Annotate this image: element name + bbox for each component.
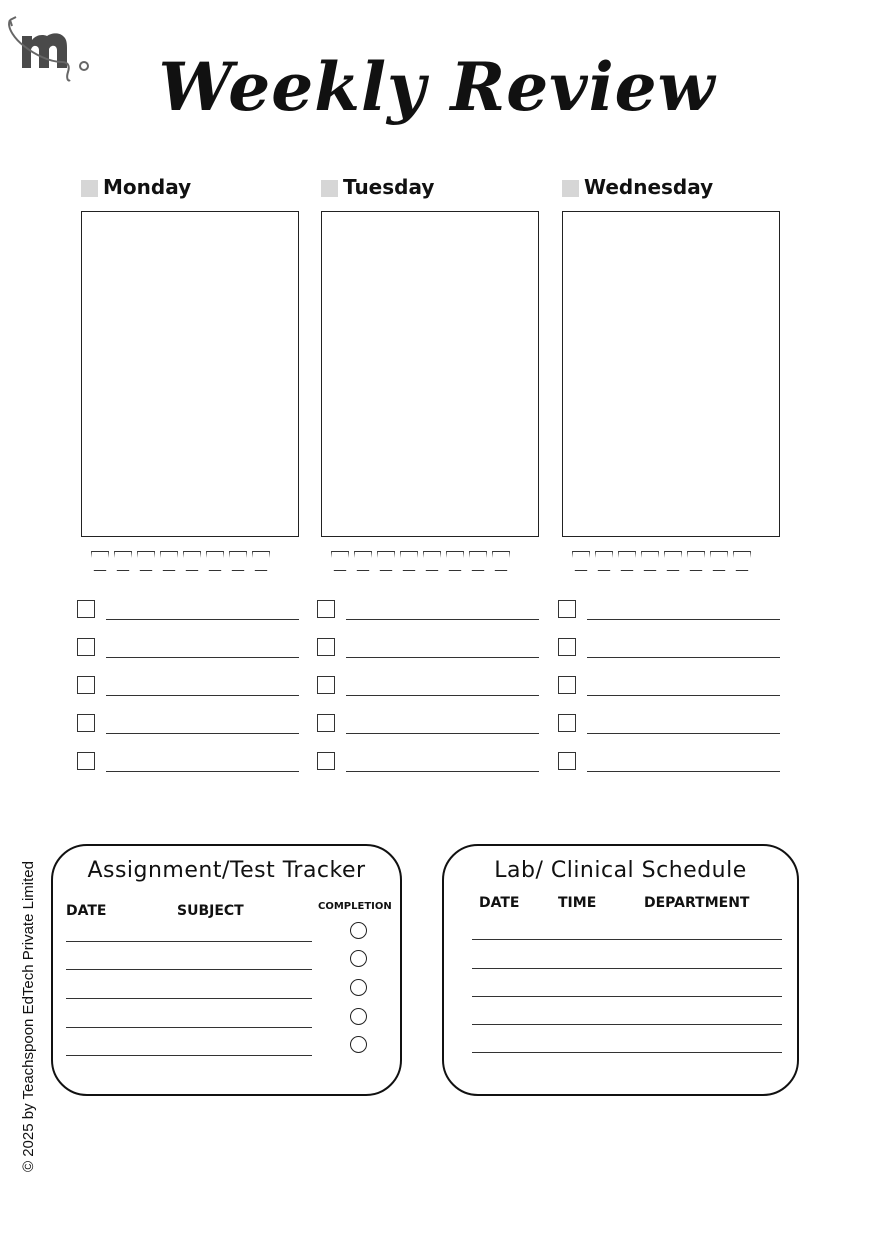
task-line[interactable] bbox=[346, 619, 539, 620]
task-item bbox=[558, 676, 780, 698]
task-line[interactable] bbox=[106, 733, 299, 734]
task-item bbox=[77, 638, 299, 660]
water-cup-icon[interactable] bbox=[572, 551, 590, 571]
water-cup-icon[interactable] bbox=[446, 551, 464, 571]
task-checkbox[interactable] bbox=[77, 600, 95, 618]
water-cup-icon[interactable] bbox=[91, 551, 109, 571]
task-line[interactable] bbox=[587, 657, 780, 658]
header-date: DATE bbox=[66, 903, 107, 919]
tracker-row-line[interactable] bbox=[66, 998, 312, 999]
water-tracker bbox=[331, 551, 510, 571]
task-checkbox[interactable] bbox=[558, 676, 576, 694]
task-line[interactable] bbox=[346, 657, 539, 658]
task-item bbox=[317, 676, 539, 698]
water-cup-icon[interactable] bbox=[423, 551, 441, 571]
schedule-row-line[interactable] bbox=[472, 996, 782, 997]
water-cup-icon[interactable] bbox=[400, 551, 418, 571]
tracker-title: Assignment/Test Tracker bbox=[87, 858, 366, 883]
task-checkbox[interactable] bbox=[317, 752, 335, 770]
task-item bbox=[317, 638, 539, 660]
task-item bbox=[317, 600, 539, 622]
tracker-row-line[interactable] bbox=[66, 969, 312, 970]
tracker-row-line[interactable] bbox=[66, 1055, 312, 1056]
task-checkbox[interactable] bbox=[77, 676, 95, 694]
water-cup-icon[interactable] bbox=[618, 551, 636, 571]
task-checkbox[interactable] bbox=[77, 714, 95, 732]
water-cup-icon[interactable] bbox=[252, 551, 270, 571]
water-cup-icon[interactable] bbox=[183, 551, 201, 571]
water-cup-icon[interactable] bbox=[160, 551, 178, 571]
water-tracker bbox=[572, 551, 751, 571]
day-checkbox[interactable] bbox=[562, 180, 579, 197]
day-notes-box[interactable] bbox=[562, 211, 780, 537]
task-line[interactable] bbox=[587, 695, 780, 696]
task-item bbox=[558, 752, 780, 774]
water-cup-icon[interactable] bbox=[595, 551, 613, 571]
task-checkbox[interactable] bbox=[317, 600, 335, 618]
completion-circle[interactable] bbox=[350, 922, 367, 939]
copyright-notice: © 2025 by Teachspoon EdTech Private Limited bbox=[20, 861, 37, 1172]
task-checkbox[interactable] bbox=[77, 752, 95, 770]
tracker-row-line[interactable] bbox=[66, 941, 312, 942]
header-time: TIME bbox=[558, 895, 597, 911]
task-line[interactable] bbox=[346, 771, 539, 772]
tracker-row-line[interactable] bbox=[66, 1027, 312, 1028]
water-cup-icon[interactable] bbox=[664, 551, 682, 571]
day-name: Wednesday bbox=[584, 175, 714, 199]
schedule-title: Lab/ Clinical Schedule bbox=[494, 858, 747, 883]
water-cup-icon[interactable] bbox=[331, 551, 349, 571]
task-line[interactable] bbox=[106, 657, 299, 658]
water-cup-icon[interactable] bbox=[710, 551, 728, 571]
day-checkbox[interactable] bbox=[321, 180, 338, 197]
water-cup-icon[interactable] bbox=[641, 551, 659, 571]
task-checkbox[interactable] bbox=[558, 714, 576, 732]
day-name: Monday bbox=[103, 175, 192, 199]
water-cup-icon[interactable] bbox=[469, 551, 487, 571]
task-item bbox=[77, 676, 299, 698]
task-checkbox[interactable] bbox=[317, 714, 335, 732]
task-checkbox[interactable] bbox=[558, 638, 576, 656]
schedule-row-line[interactable] bbox=[472, 1052, 782, 1053]
task-line[interactable] bbox=[587, 619, 780, 620]
task-checkbox[interactable] bbox=[558, 752, 576, 770]
header-department: DEPARTMENT bbox=[644, 895, 750, 911]
completion-circle[interactable] bbox=[350, 979, 367, 996]
water-cup-icon[interactable] bbox=[137, 551, 155, 571]
task-line[interactable] bbox=[106, 771, 299, 772]
schedule-row-line[interactable] bbox=[472, 939, 782, 940]
task-checkbox[interactable] bbox=[558, 600, 576, 618]
completion-circle[interactable] bbox=[350, 1036, 367, 1053]
task-checkbox[interactable] bbox=[317, 676, 335, 694]
schedule-row-line[interactable] bbox=[472, 968, 782, 969]
task-line[interactable] bbox=[106, 619, 299, 620]
task-item bbox=[558, 638, 780, 660]
water-cup-icon[interactable] bbox=[377, 551, 395, 571]
water-cup-icon[interactable] bbox=[229, 551, 247, 571]
completion-circle[interactable] bbox=[350, 1008, 367, 1025]
task-item bbox=[558, 714, 780, 736]
task-checkbox[interactable] bbox=[317, 638, 335, 656]
water-cup-icon[interactable] bbox=[492, 551, 510, 571]
task-item bbox=[77, 714, 299, 736]
page-title: Weekly Review bbox=[158, 48, 716, 126]
day-checkbox[interactable] bbox=[81, 180, 98, 197]
header-date: DATE bbox=[479, 895, 520, 911]
task-item bbox=[558, 600, 780, 622]
water-cup-icon[interactable] bbox=[354, 551, 372, 571]
task-item bbox=[77, 752, 299, 774]
header-subject: SUBJECT bbox=[177, 903, 244, 919]
water-cup-icon[interactable] bbox=[206, 551, 224, 571]
task-line[interactable] bbox=[587, 771, 780, 772]
water-cup-icon[interactable] bbox=[733, 551, 751, 571]
task-line[interactable] bbox=[106, 695, 299, 696]
task-item bbox=[77, 600, 299, 622]
water-cup-icon[interactable] bbox=[687, 551, 705, 571]
water-tracker bbox=[91, 551, 270, 571]
day-notes-box[interactable] bbox=[321, 211, 539, 537]
assignment-test-tracker bbox=[51, 844, 402, 1096]
header-completion: COMPLETION bbox=[318, 901, 392, 912]
task-line[interactable] bbox=[346, 733, 539, 734]
task-line[interactable] bbox=[587, 733, 780, 734]
water-cup-icon[interactable] bbox=[114, 551, 132, 571]
day-notes-box[interactable] bbox=[81, 211, 299, 537]
task-line[interactable] bbox=[346, 695, 539, 696]
task-item bbox=[317, 714, 539, 736]
task-item bbox=[317, 752, 539, 774]
lab-clinical-schedule bbox=[442, 844, 799, 1096]
schedule-row-line[interactable] bbox=[472, 1024, 782, 1025]
day-name: Tuesday bbox=[343, 175, 435, 199]
task-checkbox[interactable] bbox=[77, 638, 95, 656]
completion-circle[interactable] bbox=[350, 950, 367, 967]
